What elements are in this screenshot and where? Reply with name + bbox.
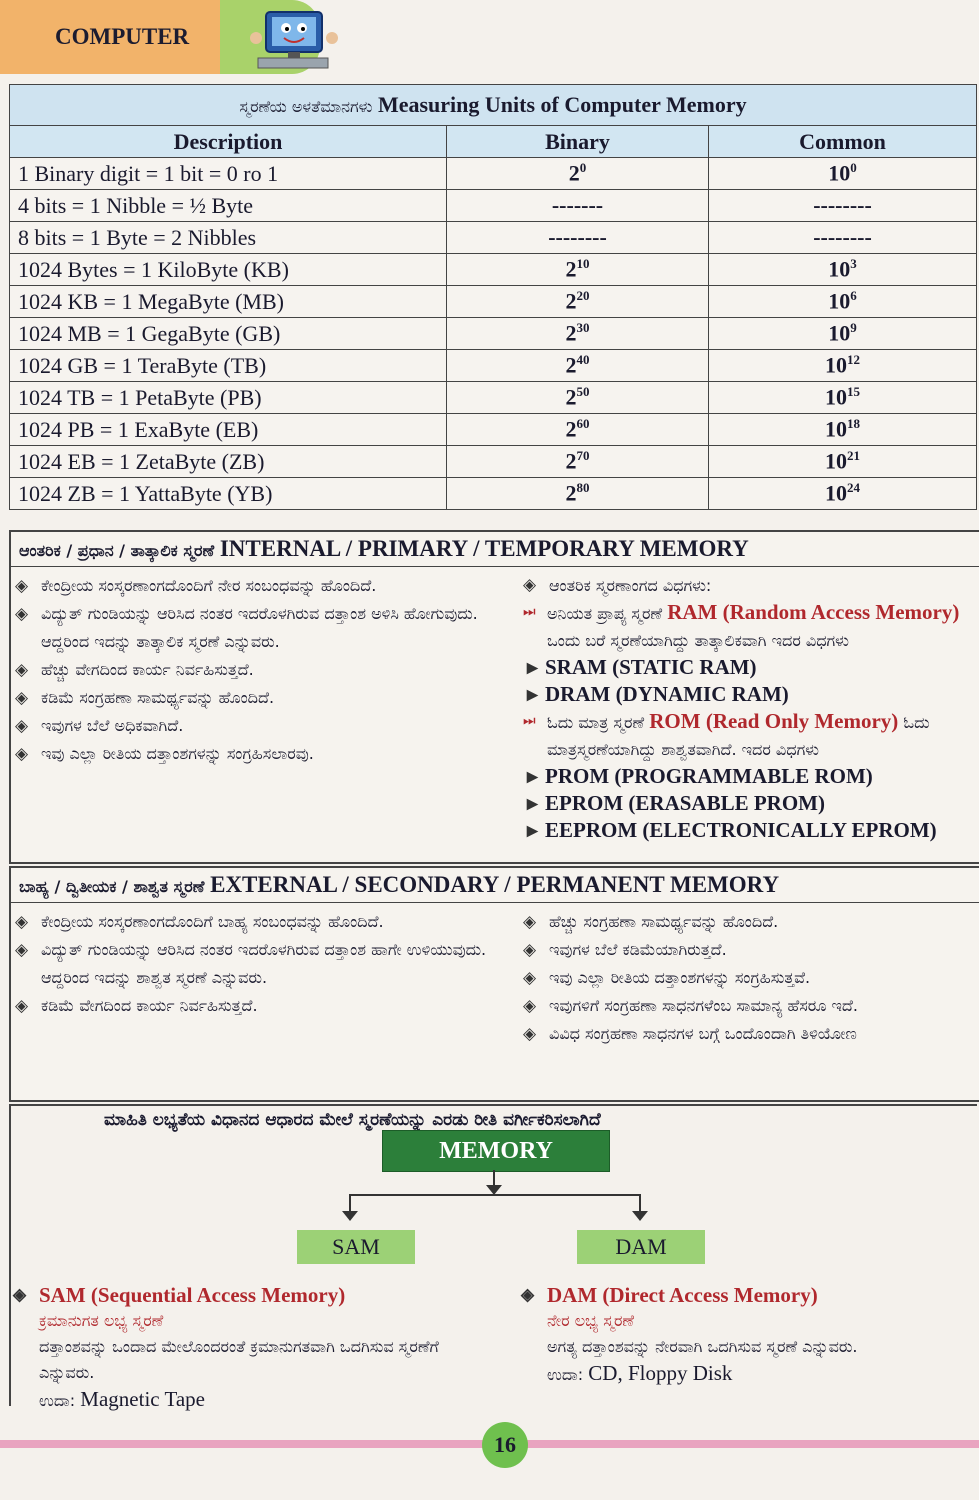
cell-description: 1 Binary digit = 1 bit = 0 ro 1 bbox=[10, 158, 447, 190]
cell-common: $10^{21}$ bbox=[709, 446, 977, 478]
cell-binary: $2^{20}$ bbox=[447, 286, 709, 318]
internal-right-list bbox=[523, 572, 975, 844]
cell-binary: ------- bbox=[447, 190, 709, 222]
list-item: ◈ ಹೆಚ್ಚು ವೇಗದಿಂದ ಕಾರ್ಯ ನಿರ್ವಹಿಸುತ್ತದೆ. bbox=[15, 656, 505, 684]
page-number: 16 bbox=[482, 1422, 528, 1468]
table-row bbox=[10, 190, 977, 222]
external-right-list bbox=[523, 908, 975, 1048]
internal-left-list bbox=[15, 572, 505, 768]
dam-box: DAM bbox=[577, 1230, 705, 1264]
memory-root-box: MEMORY bbox=[382, 1130, 610, 1172]
header bbox=[0, 0, 979, 78]
classification-section bbox=[9, 1104, 977, 1422]
types-heading: ◈ ಆಂತರಿಕ ಸ್ಮರಣಾಂಗದ ವಿಧಗಳು: bbox=[523, 572, 975, 599]
cell-description: 1024 GB = 1 TeraByte (TB) bbox=[10, 350, 447, 382]
cell-common: $10^{15}$ bbox=[709, 382, 977, 414]
table-row bbox=[10, 350, 977, 382]
list-item: ◈ ಇವುಗಳ ಬೆಲೆ ಕಡಿಮೆಯಾಗಿರುತ್ತದೆ. bbox=[523, 936, 975, 964]
table-row bbox=[10, 222, 977, 254]
computer-mascot-icon bbox=[248, 8, 338, 74]
cell-description: 1024 Bytes = 1 KiloByte (KB) bbox=[10, 254, 447, 286]
table-row bbox=[10, 414, 977, 446]
rom-type-prom: ▸ PROM (PROGRAMMABLE ROM) bbox=[523, 763, 975, 790]
list-item: ◈ ಹೆಚ್ಚು ಸಂಗ್ರಹಣಾ ಸಾಮರ್ಥ್ಯವನ್ನು ಹೊಂದಿದೆ. bbox=[523, 908, 975, 936]
cell-common: -------- bbox=[709, 190, 977, 222]
cell-description: 4 bits = 1 Nibble = ½ Byte bbox=[10, 190, 447, 222]
col-header-binary: Binary bbox=[447, 126, 709, 158]
table-row bbox=[10, 286, 977, 318]
cell-binary: $2^{30}$ bbox=[447, 318, 709, 350]
cell-common: $10^6$ bbox=[709, 286, 977, 318]
connector-line bbox=[349, 1194, 641, 1196]
list-item: ◈ ಇವುಗಳಿಗೆ ಸಂಗ್ರಹಣಾ ಸಾಧನಗಳೆಂಬ ಸಾಮಾನ್ಯ ಹೆಸರೂ ಇದೆ. bbox=[523, 992, 975, 1020]
cell-common: -------- bbox=[709, 222, 977, 254]
rom-entry: ⏭ ಓದು ಮಾತ್ರ ಸ್ಮರಣೆ ROM (Read Only Memory) ಓದು ಮಾತ್ರಸ್ಮರಣೆಯಾಗಿದ್ದು ಶಾಶ್ವತವಾಗಿದೆ. ಇದರ ವಿಧಗಳು bbox=[523, 708, 975, 763]
table-row bbox=[10, 318, 977, 350]
sam-text: ದತ್ತಾಂಶವನ್ನು ಒಂದಾದ ಮೇಲೊಂದರಂತೆ ಕ್ರಮಾನುಗತವಾಗಿ ಒದಗಿಸುವ ಸ್ಮರಣೆಗೆ ಎನ್ನುವರು. bbox=[39, 1337, 439, 1382]
cell-common: $10^9$ bbox=[709, 318, 977, 350]
table-row bbox=[10, 254, 977, 286]
table-body bbox=[10, 158, 977, 510]
col-header-common: Common bbox=[709, 126, 977, 158]
cell-binary: -------- bbox=[447, 222, 709, 254]
dam-description bbox=[521, 1282, 973, 1388]
cell-common: $10^3$ bbox=[709, 254, 977, 286]
table-title: ಸ್ಮರಣೆಯ ಅಳತೆಮಾನಗಳು Measuring Units of Computer Memory bbox=[10, 85, 977, 126]
rom-type-eprom: ▸ EPROM (ERASABLE PROM) bbox=[523, 790, 975, 817]
ram-type-sram: ▸ SRAM (STATIC RAM) bbox=[523, 654, 975, 681]
sam-kannada-name: ಕ್ರಮಾನುಗತ ಲಭ್ಯ ಸ್ಮರಣೆ bbox=[39, 1311, 164, 1330]
cell-common: $10^0$ bbox=[709, 158, 977, 190]
table-row bbox=[10, 478, 977, 510]
list-item: ◈ ಕಡಿಮೆ ಸಂಗ್ರಹಣಾ ಸಾಮರ್ಥ್ಯವನ್ನು ಹೊಂದಿದೆ. bbox=[15, 684, 505, 712]
cell-binary: $2^0$ bbox=[447, 158, 709, 190]
ram-entry: ⏭ ಅನಿಯತ ಪ್ರಾಪ್ಯ ಸ್ಮರಣೆ RAM (Random Access Memory) ಒಂದು ಬರೆ ಸ್ಮರಣೆಯಾಗಿದ್ದು ತಾತ್ಕಾಲಿಕವಾಗಿ ಇದರ ವಿಧಗಳು bbox=[523, 599, 975, 654]
cell-description: 1024 EB = 1 ZetaByte (ZB) bbox=[10, 446, 447, 478]
list-item: ◈ ವಿದ್ಯುತ್ ಗುಂಡಿಯನ್ನು ಆರಿಸಿದ ನಂತರ ಇದರೊಳಗಿರುವ ದತ್ತಾಂಶ ಹಾಗೇ ಉಳಿಯುವುದು. ಆದ್ದರಿಂದ ಇದನ್ನು ಶಾಶ್ವತ ಸ್ಮರಣೆ ಎನ್ನುವರು. bbox=[15, 936, 505, 992]
cell-description: 1024 ZB = 1 YattaByte (YB) bbox=[10, 478, 447, 510]
section-label: COMPUTER bbox=[55, 24, 190, 49]
sam-example: ಉದಾ: Magnetic Tape bbox=[39, 1387, 205, 1411]
list-item: ◈ ಕಡಿಮೆ ವೇಗದಿಂದ ಕಾರ್ಯ ನಿರ್ವಹಿಸುತ್ತದೆ. bbox=[15, 992, 505, 1020]
cell-description: 1024 KB = 1 MegaByte (MB) bbox=[10, 286, 447, 318]
cell-binary: $2^{10}$ bbox=[447, 254, 709, 286]
cell-binary: $2^{70}$ bbox=[447, 446, 709, 478]
rom-type-eeprom: ▸ EEPROM (ELECTRONICALLY EPROM) bbox=[523, 817, 975, 844]
cell-description: 1024 MB = 1 GegaByte (GB) bbox=[10, 318, 447, 350]
list-item: ◈ ಇವುಗಳ ಬೆಲೆ ಅಧಿಕವಾಗಿದೆ. bbox=[15, 712, 505, 740]
cell-common: $10^{24}$ bbox=[709, 478, 977, 510]
classification-heading: ಮಾಹಿತಿ ಲಭ್ಯತೆಯ ವಿಧಾನದ ಆಧಾರದ ಮೇಲೆ ಸ್ಮರಣೆಯನ್ನು ಎರಡು ರೀತಿ ವರ್ಗೀಕರಿಸಲಾಗಿದೆ bbox=[104, 1110, 601, 1130]
cell-binary: $2^{50}$ bbox=[447, 382, 709, 414]
memory-units-table bbox=[9, 84, 977, 510]
internal-memory-title: ಆಂತರಿಕ / ಪ್ರಧಾನ / ತಾತ್ಕಾಲಿಕ ಸ್ಮರಣೆ INTERNAL / PRIMARY / TEMPORARY MEMORY bbox=[11, 532, 979, 567]
dam-example: ಉದಾ: CD, Floppy Disk bbox=[547, 1361, 733, 1385]
list-item: ◈ ಕೇಂದ್ರೀಯ ಸಂಸ್ಕರಣಾಂಗದೊಂದಿಗೆ ಬಾಹ್ಯ ಸಂಬಂಧವನ್ನು ಹೊಂದಿದೆ. bbox=[15, 908, 505, 936]
dam-title: ◈ DAM (Direct Access Memory) bbox=[521, 1282, 973, 1308]
list-item: ◈ ಕೇಂದ್ರೀಯ ಸಂಸ್ಕರಣಾಂಗದೊಂದಿಗೆ ನೇರ ಸಂಬಂಧವನ್ನು ಹೊಂದಿದೆ. bbox=[15, 572, 505, 600]
ram-type-dram: ▸ DRAM (DYNAMIC RAM) bbox=[523, 681, 975, 708]
cell-binary: $2^{80}$ bbox=[447, 478, 709, 510]
external-memory-title: ಬಾಹ್ಯ / ದ್ವಿತೀಯಕ / ಶಾಶ್ವತ ಸ್ಮರಣೆ EXTERNAL / SECONDARY / PERMANENT MEMORY bbox=[11, 868, 979, 903]
cell-description: 1024 PB = 1 ExaByte (EB) bbox=[10, 414, 447, 446]
arrow-down-icon bbox=[631, 1210, 649, 1222]
external-left-list bbox=[15, 908, 505, 1020]
external-memory-section bbox=[9, 866, 979, 1102]
table-row bbox=[10, 446, 977, 478]
arrow-down-icon bbox=[341, 1210, 359, 1222]
internal-memory-section bbox=[9, 530, 979, 864]
sam-title: ◈ SAM (Sequential Access Memory) bbox=[13, 1282, 499, 1308]
table-row bbox=[10, 158, 977, 190]
dam-text: ಅಗತ್ಯ ದತ್ತಾಂಶವನ್ನು ನೇರವಾಗಿ ಒದಗಿಸುವ ಸ್ಮರಣೆ ಎನ್ನುವರು. bbox=[547, 1337, 858, 1356]
list-item: ◈ ವಿವಿಧ ಸಂಗ್ರಹಣಾ ಸಾಧನಗಳ ಬಗ್ಗೆ ಒಂದೊಂದಾಗಿ ತಿಳಿಯೋಣ bbox=[523, 1020, 975, 1048]
col-header-description: Description bbox=[10, 126, 447, 158]
list-item: ◈ ವಿದ್ಯುತ್ ಗುಂಡಿಯನ್ನು ಆರಿಸಿದ ನಂತರ ಇದರೊಳಗಿರುವ ದತ್ತಾಂಶ ಅಳಿಸಿ ಹೋಗುವುದು. ಆದ್ದರಿಂದ ಇದನ್ನು ತಾತ್ಕಾಲಿಕ ಸ್ಮರಣೆ ಎನ್ನುವರು. bbox=[15, 600, 505, 656]
sam-description bbox=[13, 1282, 499, 1414]
list-item: ◈ ಇವು ಎಲ್ಲಾ ರೀತಿಯ ದತ್ತಾಂಶಗಳನ್ನು ಸಂಗ್ರಹಿಸುತ್ತವೆ. bbox=[523, 964, 975, 992]
cell-common: $10^{18}$ bbox=[709, 414, 977, 446]
cell-description: 8 bits = 1 Byte = 2 Nibbles bbox=[10, 222, 447, 254]
dam-kannada-name: ನೇರ ಲಭ್ಯ ಸ್ಮರಣೆ bbox=[547, 1311, 635, 1330]
sam-box: SAM bbox=[297, 1230, 415, 1264]
cell-binary: $2^{60}$ bbox=[447, 414, 709, 446]
table-row bbox=[10, 382, 977, 414]
cell-common: $10^{12}$ bbox=[709, 350, 977, 382]
list-item: ◈ ಇವು ಎಲ್ಲಾ ರೀತಿಯ ದತ್ತಾಂಶಗಳನ್ನು ಸಂಗ್ರಹಿಸಲಾರವು. bbox=[15, 740, 505, 768]
cell-binary: $2^{40}$ bbox=[447, 350, 709, 382]
cell-description: 1024 TB = 1 PetaByte (PB) bbox=[10, 382, 447, 414]
